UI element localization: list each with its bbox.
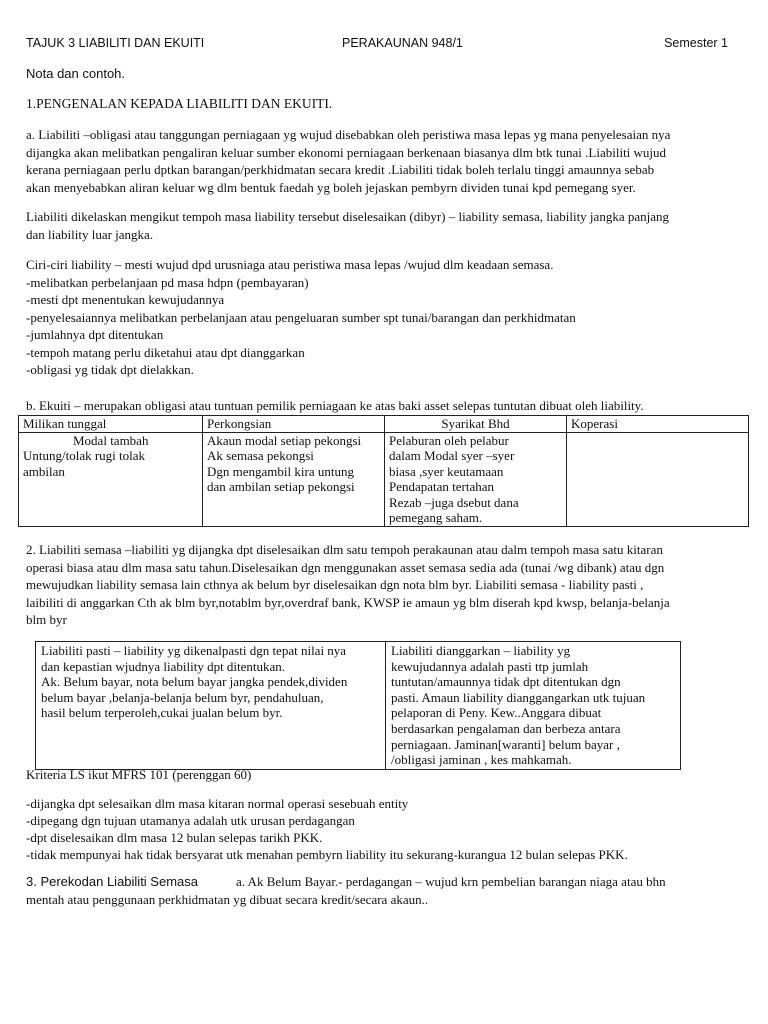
cell-line: Rezab –juga dsebut dana bbox=[389, 494, 519, 510]
list-item: -melibatkan perbelanjaan pd masa hdpn (pembayaran) bbox=[26, 274, 309, 290]
cell-line: belum bayar ,belanja-belanja belum byr, pendahuluan, bbox=[41, 689, 324, 705]
column-header: Koperasi bbox=[567, 416, 749, 433]
cell-line: hasil belum terperoleh,cukai jualan belum byr. bbox=[41, 705, 283, 721]
cell-koperasi bbox=[567, 432, 749, 526]
text-line: mewujudkan liability semasa lain cthnya ak belum byr diselesaikan dgn nota blm byr. Liabiliti semasa - liability pasti , bbox=[26, 577, 644, 592]
list-item: -dpt diselesaikan dlm masa 12 bulan selepas tarikh PKK. bbox=[26, 830, 323, 845]
cell-line: Ak semasa pekongsi bbox=[207, 448, 314, 463]
section2-liabiliti-semasa bbox=[26, 541, 738, 629]
cell-line: berdasarkan pengalaman dan berbeza antara bbox=[391, 720, 621, 736]
ekuiti-table bbox=[18, 415, 749, 527]
list-item: -penyelesaiannya melibatkan perbelanjaan atau pengeluaran sumber spt tunai/barangan dan perkhidmatan bbox=[26, 309, 576, 325]
column-header: Syarikat Bhd bbox=[385, 416, 567, 433]
liabiliti-semasa-table bbox=[35, 641, 681, 770]
cell-line: tuntutan/amaunnya tidak dpt ditentukan dgn bbox=[391, 674, 621, 690]
cell-syarikat-bhd bbox=[385, 432, 567, 526]
table-header-row bbox=[19, 416, 749, 433]
text-line: kerana perniagaan perlu dptkan barangan/perkhidmatan secara kredit .Liabiliti tidak boleh terlalu tinggi amaunnya sebab bbox=[26, 162, 655, 177]
text-line: operasi biasa atau dlm masa satu tahun.Diselesaikan dgn menggunakan asset semasa sedia ada (tunai /wg dibank) atau dgn bbox=[26, 559, 665, 575]
cell-line: Pelaburan oleh pelabur bbox=[389, 432, 509, 448]
cell-line: biasa ,syer keutamaan bbox=[389, 463, 504, 479]
cell-line: ambilan bbox=[23, 463, 65, 479]
list-item: Ciri-ciri liability – mesti wujud dpd urusniaga atau peristiwa masa lepas /wujud dlm keadaan semasa. bbox=[26, 257, 554, 272]
list-item: -dijangka dpt selesaikan dlm masa kitaran normal operasi sesebuah entity bbox=[26, 796, 409, 811]
cell-line: pemegang saham. bbox=[389, 510, 483, 525]
page-header bbox=[26, 36, 728, 52]
cell-line: Untung/tolak rugi tolak bbox=[23, 448, 146, 463]
list-item: -tidak mempunyai hak tidak bersyarat utk menahan pembyrn liability itu sekurang-kurangua 12 bulan selepas PKK. bbox=[26, 847, 628, 862]
header-semester: Semester 1 bbox=[664, 36, 728, 50]
cell-line: Modal tambah bbox=[73, 432, 149, 448]
cell-line: pasti. Amaun liability dianggangarkan utk tujuan bbox=[391, 689, 646, 705]
list-item: -tempoh matang perlu diketahui atau dpt dianggarkan bbox=[26, 344, 305, 360]
cell-line: perniagaan. Jaminan[waranti] belum bayar , bbox=[391, 736, 620, 752]
cell-line: kewujudannya adalah pasti ttp jumlah bbox=[391, 658, 589, 674]
section3-perekodan bbox=[26, 873, 738, 908]
text-line: dan liability luar jangka. bbox=[26, 226, 154, 242]
cell-liabiliti-pasti bbox=[36, 642, 386, 770]
cell-line: Dgn mengambil kira untung bbox=[207, 463, 354, 479]
cell-line: Ak. Belum bayar, nota belum bayar jangka pendek,dividen bbox=[41, 674, 348, 690]
header-topic: TAJUK 3 LIABILITI DAN EKUITI bbox=[26, 36, 205, 50]
paragraph-liabiliti-definition bbox=[26, 126, 738, 196]
cell-perkongsian bbox=[203, 432, 385, 526]
list-item: -jumlahnya dpt ditentukan bbox=[26, 327, 164, 342]
text-line: laibiliti di anggarkan Cth ak blm byr,notablm byr,overdraf bank, KWSP ie amaun yg blm diserah kpd kwsp, belanja-belanja bbox=[26, 594, 670, 610]
text-line: Liabiliti dikelaskan mengikut tempoh masa liability tersebut diselesaikan (dibyr) – liability semasa, liability jangka panjang bbox=[26, 209, 669, 224]
text-line: 2. Liabiliti semasa –liabiliti yg dijangka dpt diselesaikan dlm satu tempoh perakaunan atau dalm tempoh masa satu kitaran bbox=[26, 542, 663, 557]
table-row bbox=[19, 432, 749, 526]
nota-label: Nota dan contoh. bbox=[26, 66, 126, 81]
text-line: a. Liabiliti –obligasi atau tanggungan perniagaan yg wujud disebabkan oleh peristiwa masa lepas yg mana penyelesaian nya bbox=[26, 127, 671, 142]
kriteria-title: Kriteria LS ikut MFRS 101 (perenggan 60) bbox=[26, 767, 252, 782]
cell-line: dan kepastian wjudnya liability dpt ditentukan. bbox=[41, 658, 286, 674]
text-line: dijangka akan melibatkan pengaliran keluar sumber ekonomi perniagaan berkenaan biasanya dlm btk tunai .Liabiliti wujud bbox=[26, 144, 667, 160]
cell-line: Akaun modal setiap pekongsi bbox=[207, 432, 362, 448]
ciri-liabiliti-list bbox=[26, 256, 738, 379]
list-item: -dipegang dgn tujuan utamanya adalah utk urusan perdagangan bbox=[26, 813, 355, 828]
cell-line: dalam Modal syer –syer bbox=[389, 448, 515, 463]
cell-line: pelaporan di Peny. Kew..Anggara dibuat bbox=[391, 705, 602, 721]
cell-line: Liabiliti pasti – liability yg dikenalpasti dgn tepat nilai nya bbox=[41, 643, 347, 658]
paragraph-liabiliti-classification bbox=[26, 208, 738, 243]
text-line: akan menyebabkan aliran keluar wg dlm bentuk faedah yg boleh jejaskan pembyrn dividen tunai kpd pemegang syer. bbox=[26, 179, 636, 195]
column-header: Milikan tunggal bbox=[19, 416, 203, 433]
cell-milikan-tunggal bbox=[19, 432, 203, 526]
cell-line: Pendapatan tertahan bbox=[389, 479, 495, 494]
section3-label: 3. Perekodan Liabiliti Semasa bbox=[26, 874, 198, 889]
table-row bbox=[36, 642, 681, 770]
cell-line: dan ambilan setiap pekongsi bbox=[207, 479, 355, 494]
cell-line: /obligasi jaminan , kes mahkamah. bbox=[391, 752, 572, 768]
section1-title: 1.PENGENALAN KEPADA LIABILITI DAN EKUITI. bbox=[26, 96, 333, 111]
header-subject: PERAKAUNAN 948/1 bbox=[342, 36, 463, 50]
column-header: Perkongsian bbox=[203, 416, 385, 433]
list-item: -obligasi yg tidak dpt dielakkan. bbox=[26, 362, 194, 377]
text-line bbox=[26, 873, 738, 891]
paragraph-ekuiti: b. Ekuiti – merupakan obligasi atau tuntuan pemilik perniagaan ke atas baki asset selepas tuntutan dibuat oleh liability. bbox=[26, 398, 644, 413]
cell-line: Liabiliti dianggarkan – liability yg bbox=[391, 643, 571, 658]
text-line: blm byr bbox=[26, 612, 67, 627]
list-item: -mesti dpt menentukan kewujudannya bbox=[26, 292, 225, 307]
cell-liabiliti-dianggarkan bbox=[386, 642, 681, 770]
kriteria-list bbox=[26, 795, 738, 863]
text-line: mentah atau penggunaan perkhidmatan yg dibuat secara kredit/secara akaun.. bbox=[26, 891, 429, 907]
section3-item-a: a. Ak Belum Bayar.- perdagangan – wujud krn pembelian barangan niaga atau bhn bbox=[236, 874, 666, 889]
